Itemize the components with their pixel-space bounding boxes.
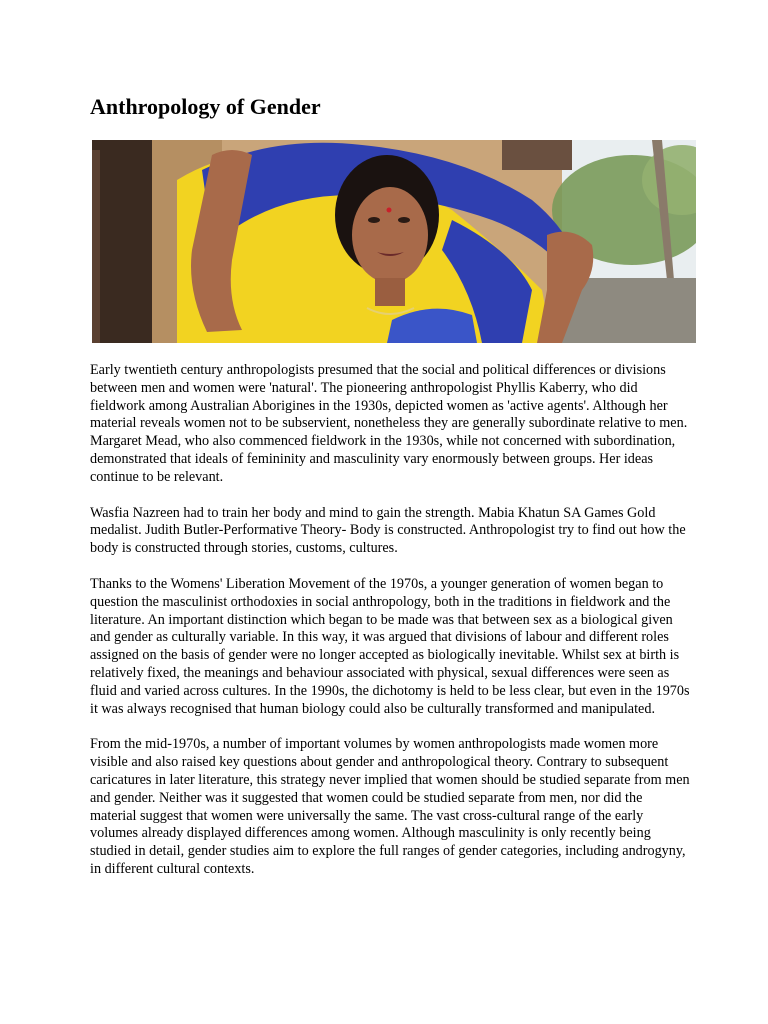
paragraph: Thanks to the Womens' Liberation Movement of the 1970s, a younger generation of women began to question the masculinist orthodoxies in social anthropology, both in the traditions in fieldwork and the literature. An important distinction which began to be made was that between sex as a biological given and gender as culturally variable. In this way, it was argued that divisions of labour and different roles assigned on the basis of gender were no longer accepted as biologically inevitable. Whilst sex at birth is relatively fixed, the meanings and behaviour associated with physical, sexual differences were seen as fluid and varied across cultures. In the 1990s, the dichotomy is held to be less clear, but even in the 1970s it was always recognised that human biology could also be culturally transformed and manipulated. <box>90 575 690 717</box>
photo-figure <box>92 140 696 343</box>
photo-illustration <box>92 140 696 343</box>
page-title: Anthropology of Gender <box>90 94 321 119</box>
paragraph: Early twentieth century anthropologists presumed that the social and political differences or divisions between men and women were 'natural'. The pioneering anthropologist Phyllis Kaberry, who did fieldwork among Australian Aborigines in the 1930s, depicted women as 'active agents'. Although her material reveals women not to be subservient, nonetheless they are generally subordinate relative to men. Margaret Mead, who also commenced fieldwork in the 1930s, while not concerned with subordination, demonstrated that ideals of femininity and masculinity vary enormously between groups. Her ideas continue to be relevant. <box>90 362 688 485</box>
photo-bindi <box>387 208 392 213</box>
photo-eye-right <box>398 217 410 223</box>
photo-neck <box>375 278 405 306</box>
article-body <box>90 362 690 897</box>
photo-doorway <box>92 140 152 343</box>
photo-face <box>352 187 428 283</box>
photo-eye-left <box>368 217 380 223</box>
paragraph: From the mid-1970s, a number of important volumes by women anthropologists made women more visible and also raised key questions about gender and anthropological theory. Contrary to subsequent caricatures in later literature, this strategy never implied that women should be studied separate from men and gender. Neither was it suggested that women could be studied separate from men, nor did the material suggest that women were universally the same. The vast cross-cultural range of the early volumes already displayed differences among women. Although masculinity is only recently being studied in detail, gender studies aim to explore the full ranges of gender categories, including androgyny, in different cultural contexts. <box>90 736 690 877</box>
paragraph: Wasfia Nazreen had to train her body and mind to gain the strength. Mabia Khatun SA Games Gold medalist. Judith Butler-Performative Theory- Body is constructed. Anthropologist try to find out how the body is constructed through stories, customs, cultures. <box>90 504 686 557</box>
photo-roof-edge <box>502 140 572 170</box>
photo-door-frame <box>92 150 100 343</box>
